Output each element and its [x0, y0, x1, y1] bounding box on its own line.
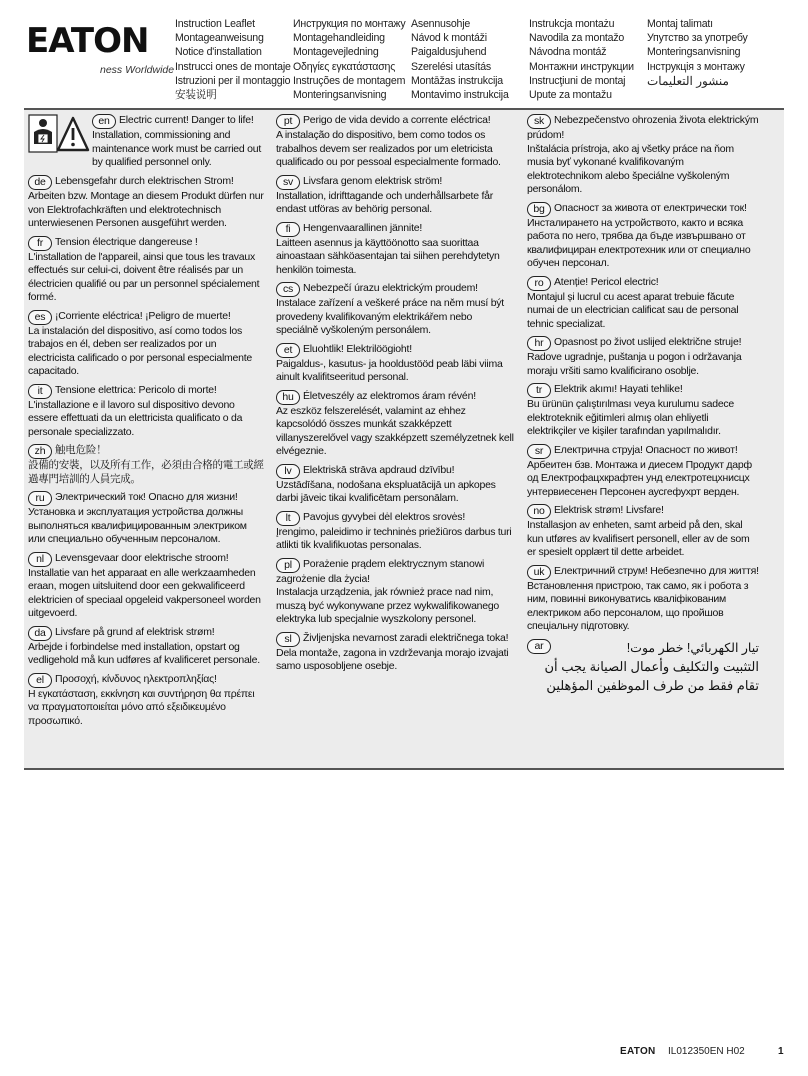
safety-notice-nl: [28, 552, 264, 621]
language-code-badge: sv: [276, 175, 300, 190]
title-line: Upute za montažu: [529, 88, 612, 101]
language-code-badge: uk: [527, 565, 551, 580]
safety-notice-el: [28, 673, 264, 729]
language-code-badge: sl: [276, 632, 300, 647]
notice-heading: [28, 310, 264, 325]
language-code-badge: hu: [276, 390, 300, 405]
notice-heading: [527, 114, 759, 143]
title-column-2: [293, 17, 406, 102]
title-line: Návodna montáž: [529, 46, 607, 59]
notice-heading-text: Електричний струм! Небезпечно для життя!: [554, 564, 759, 577]
language-code-badge: el: [28, 673, 52, 688]
notice-body-text: 設備的安裝，以及所有工作，必須由合格的電工或經過專門培訓的人員完成。: [28, 459, 264, 485]
notice-body-text: Montajul și lucrul cu acest aparat trebuie făcute numai de un electrician calificat sau de personal tehnic specializat.: [527, 290, 739, 330]
title-line: Monteringsanvisning: [647, 46, 741, 59]
title-line: Montaj talimatı: [647, 18, 713, 30]
notice-heading: [527, 565, 759, 580]
notice-heading: [527, 336, 759, 351]
notice-body-text: La instalación del dispositivo, así como todos los trabajos en él, deben ser realizados por un electricista calificado o por personal especialmente capacitado.: [28, 324, 252, 377]
notice-heading: [276, 114, 516, 129]
language-code-badge: de: [28, 175, 52, 190]
language-code-badge: fi: [276, 222, 300, 237]
safety-notice-cs: [276, 282, 516, 338]
safety-notice-hr: [527, 336, 759, 378]
warning-icons-svg: [28, 114, 90, 154]
brand-tagline: ness Worldwide: [100, 64, 175, 76]
notice-heading-text: Livsfara genom elektrisk ström!: [303, 174, 443, 187]
title-line: Návod k montáži: [411, 32, 487, 45]
notice-heading: [276, 282, 516, 297]
notice-body-text: Instalace zařízení a veškeré práce na něm musí být provedeny kvalifikovaným elektrikářem nebo speciálně vyškoleným personálem.: [276, 297, 504, 336]
notice-body-text: Arbejde i forbindelse med installation, opstart og vedligehold må kun udføres af kvalificeret personale.: [28, 640, 260, 666]
notice-heading: [92, 114, 264, 129]
safety-notice-pt: [276, 114, 516, 170]
safety-notice-ar: [527, 639, 759, 695]
notice-body-text: A instalação do dispositivo, bem como todos os trabalhos devem ser realizados por um eletricista qualificado ou por pessoal especialmente formado.: [276, 129, 501, 168]
notice-body-text: Az eszköz felszerelését, valamint az ehhez kapcsolódó összes munkát szakképzett villanyszerelővel vagy szakképzett személyzetnek kell elvégeznie.: [276, 404, 514, 457]
language-code-badge: sk: [527, 114, 551, 129]
notice-heading-text: Življenjska nevarnost zaradi električnega toka!: [303, 631, 509, 644]
language-code-badge: da: [28, 626, 52, 641]
notice-heading: [276, 343, 516, 358]
notice-heading-text: Életveszély az elektromos áram révén!: [303, 389, 476, 402]
notice-body-text: التثبيت والتكليف وأعمال الصيانة يجب أن تقام فقط من طرف الموظفين المؤهلين: [544, 658, 759, 693]
notice-body-text: Встановлення пристрою, так само, як і робота з ним, повинні виконуватись кваліфікованим електриком або персоналом, що пройшов спеціальну підготовку.: [527, 579, 749, 632]
notice-heading: [276, 558, 516, 587]
safety-notice-pl: [276, 558, 516, 627]
safety-notice-ru: [28, 491, 264, 547]
safety-notice-hu: [276, 390, 516, 459]
safety-notice-fr: [28, 236, 264, 305]
title-line: Navodila za montažo: [529, 32, 625, 45]
language-code-badge: ru: [28, 491, 52, 506]
language-column-3: [527, 114, 759, 700]
safety-notice-zh: [28, 444, 264, 486]
language-code-badge: zh: [28, 444, 52, 459]
notice-heading: [527, 202, 759, 217]
notice-heading: [28, 491, 264, 506]
notice-body-text: Установка и эксплуатация устройства должны выполняться квалифицированным электриком или специально обученным персоналом.: [28, 506, 247, 545]
notice-heading-text: Eluohtlik! Elektrilöögioht!: [303, 342, 412, 355]
title-line: Инструкция по монтажу: [293, 18, 406, 30]
notice-heading-text: Elektrisk strøm! Livsfare!: [554, 504, 664, 516]
safety-notice-it: [28, 384, 264, 440]
language-code-badge: cs: [276, 282, 300, 297]
notice-heading: [276, 222, 516, 237]
notice-body-text: Η εγκατάσταση, εκκίνηση και συντήρηση θα πρέπει να πραγματοποιείται μόνο από εξειδικευμένο προσωπικό.: [28, 687, 255, 727]
safety-notice-en: [28, 114, 264, 170]
notice-body-text: Laitteen asennus ja käyttöönotto saa suorittaa ainoastaan sähköasentajan tai siihen perehdytetyn henkilön toimesta.: [276, 236, 500, 276]
safety-notice-sr: [527, 444, 759, 500]
safety-notice-ro: [527, 276, 759, 332]
language-code-badge: bg: [527, 202, 551, 217]
notice-heading-text: Elektriskā strāva apdraud dzīvību!: [303, 463, 455, 476]
notice-body-text: L'installazione e il lavoro sul dispositivo devono essere effettuati da un elettricista qualificato o da personale specializzato.: [28, 398, 243, 438]
notice-heading: [276, 175, 516, 190]
notice-heading-text: Lebensgefahr durch elektrischen Strom!: [55, 175, 234, 187]
notice-heading-text: Perigo de vida devido a corrente eléctrica!: [303, 114, 491, 126]
title-line-arabic: منشور التعليمات: [647, 73, 729, 88]
language-code-badge: es: [28, 310, 52, 325]
notice-body-text: Uzstādīšana, nodošana ekspluatācijā un apkopes darbi jāveic tikai kvalificētam personālam.: [276, 478, 496, 504]
notice-body-text: Arbeiten bzw. Montage an diesem Produkt dürfen nur von Elektrofachkräften und elektrotechnisch unterwiesenen Personen ausgeführt werden.: [28, 190, 264, 229]
title-line: Οδηγίες εγκατάστασης: [293, 60, 396, 73]
notice-body-text: Installation, idrifttagande och underhållsarbete får endast utföras av behörig personal.: [276, 189, 493, 215]
document-id: IL012350EN H02: [668, 1046, 745, 1057]
language-code-badge: sr: [527, 444, 551, 459]
notice-body-text: Bu ürünün çalıştırılması veya kurulumu sadece elektroteknik eğitimleri almış olan ehliyetli elektrikçiler ve kişiler tarafından yapılmalıdır.: [527, 398, 735, 437]
notice-heading: [527, 276, 759, 291]
notice-heading-text: Hengenvaarallinen jännite!: [303, 221, 423, 234]
title-line: 安装说明: [175, 88, 217, 101]
title-line: Montagehandleiding: [293, 32, 385, 45]
notice-heading: [28, 384, 264, 399]
title-line: Montageanweisung: [175, 32, 264, 45]
language-code-badge: hr: [527, 336, 551, 351]
safety-notice-et: [276, 343, 516, 385]
notice-body-text: Instalacja urządzenia, jak również prace nad nim, muszą być wykonywane przez wykwalifikowanego elektryka lub specjalnie wyszkolony personel.: [276, 586, 500, 625]
notice-heading-text: Porażenie prądem elektrycznym stanowi zagrożenie dla życia!: [276, 557, 485, 585]
notice-heading: [28, 552, 264, 567]
safety-notice-fi: [276, 222, 516, 278]
brand-wordmark: EATON: [26, 21, 149, 61]
language-column-1: [28, 114, 264, 733]
notice-heading: [527, 504, 759, 519]
page-number: 1: [778, 1046, 784, 1057]
notice-heading-text: Опасност за живота от електрически ток!: [554, 201, 747, 214]
safety-notice-sl: [276, 632, 516, 674]
title-column-5: [647, 17, 748, 88]
title-line: Instrukcja montażu: [529, 18, 615, 30]
title-column-1: [175, 17, 291, 102]
title-column-3: [411, 17, 509, 102]
language-code-badge: en: [92, 114, 116, 129]
language-code-badge: pt: [276, 114, 300, 129]
safety-notice-bg: [527, 202, 759, 271]
title-line: Instrucţiuni de montaj: [529, 74, 626, 87]
notice-body-text: Inštalácia prístroja, ako aj všetky práce na ňom musia byť vykonané kvalifikovaným elektrotechnikom alebo špeciálne vyškoleným personálom.: [527, 142, 734, 195]
title-line: Instrucci ones de montaje: [175, 60, 291, 73]
notice-heading: [28, 175, 264, 190]
notice-body-text: Инсталирането на устройството, както и всяка работа по него, трябва да бъде извършвано от квалифициран електротехник или от специално обучен персонал.: [527, 216, 751, 269]
notice-heading-text: Nebezpečenstvo ohrozenia života elektrickým prúdom!: [527, 114, 759, 141]
notice-heading-text: Προσοχή, κίνδυνος ηλεκτροπληξίας!: [55, 672, 217, 685]
notice-heading: [28, 673, 264, 688]
notice-heading: [28, 444, 264, 459]
title-line: Asennusohje: [411, 18, 471, 30]
language-code-badge: lv: [276, 464, 300, 479]
title-line: Montāžas instrukcija: [411, 74, 503, 87]
language-code-badge: fr: [28, 236, 52, 251]
title-line: Montavimo instrukcija: [411, 88, 509, 101]
safety-notice-lv: [276, 464, 516, 506]
safety-notice-de: [28, 175, 264, 231]
title-line: Paigaldusjuhend: [411, 46, 487, 59]
notice-heading: [276, 632, 516, 647]
notice-heading-text: Electric current! Danger to life!: [119, 114, 254, 126]
language-column-2: [276, 114, 516, 679]
safety-notice-sk: [527, 114, 759, 197]
notice-heading-text: Levensgevaar door elektrische stroom!: [55, 551, 229, 564]
safety-notice-uk: [527, 565, 759, 634]
notice-body-text: Installation, commissioning and maintenance work must be carried out by qualified personnel only.: [92, 129, 262, 168]
notice-heading-text: Livsfare på grund af elektrisk strøm!: [55, 625, 215, 638]
notice-body-text: Paigaldus-, kasutus- ja hooldustööd peab läbi viima ainult kvalifitseeritud personal.: [276, 357, 503, 383]
safety-notice-da: [28, 626, 264, 668]
notice-heading-text: ¡Corriente eléctrica! ¡Peligro de muerte!: [55, 309, 231, 322]
language-code-badge: it: [28, 384, 52, 399]
title-line: Montagevejledning: [293, 46, 379, 59]
notice-heading-text: 触电危险！: [55, 444, 107, 456]
notice-body-text: L'installation de l'appareil, ainsi que tous les travaux effectués sur celui-ci, doivent être réalisés par un électricien qualifié ou par un personnel spécialement formé.: [28, 250, 260, 303]
notice-heading-text: Tension électrique dangereuse !: [55, 235, 198, 248]
notice-heading-text: Opasnost po život uslijed električne struje!: [554, 336, 742, 348]
notice-heading-text: Atenție! Pericol electric!: [554, 275, 659, 288]
title-line: Notice d'installation: [175, 46, 262, 59]
safety-notice-tr: [527, 383, 759, 439]
bottom-rule: [24, 768, 784, 770]
notice-heading: [527, 383, 759, 398]
notice-body-text: Radove ugradnje, puštanja u pogon i održavanja moraju vršiti samo kvalificirano osoblje.: [527, 351, 742, 377]
notice-body-text: Įrengimo, paleidimo ir techninės priežiūros darbus turi atlikti tik kvalifikuotas personalas.: [276, 525, 512, 551]
title-line: Інструкція з монтажу: [647, 60, 745, 73]
title-column-4: [529, 17, 634, 102]
language-code-badge: ar: [527, 639, 551, 654]
title-line: Упутство за употребу: [647, 32, 748, 45]
language-code-badge: nl: [28, 552, 52, 567]
notice-heading-text: Pavojus gyvybei dėl elektros srovės!: [303, 510, 466, 523]
notice-heading: [276, 464, 516, 479]
notice-body-text: Installatie van het apparaat en alle werkzaamheden eraan, mogen uitsluitend door een gekwalificeerd elektricien of speciaal opgeleid vakpersoneel worden uitgevoerd.: [28, 566, 261, 619]
notice-heading: [276, 511, 516, 526]
title-line: Instruções de montagem: [293, 74, 406, 87]
language-code-badge: et: [276, 343, 300, 358]
eaton-logo: [26, 21, 149, 61]
notice-body-text: Dela montaže, zagona in vzdrževanja morajo izvajati samo usposobljene osebje.: [276, 646, 509, 672]
language-code-badge: no: [527, 504, 551, 519]
notice-heading-text: Elektrik akımı! Hayati tehlike!: [554, 383, 683, 395]
notice-heading-text: Tensione elettrica: Pericolo di morte!: [55, 383, 217, 396]
notice-heading: [28, 236, 264, 251]
notice-heading: [527, 639, 759, 657]
notice-heading-text: Електрична струја! Опасност по живот!: [554, 443, 738, 456]
footer-brand: EATON: [620, 1046, 656, 1057]
notice-heading-text: تيار الكهربائي! خطر موت!: [626, 640, 759, 655]
language-code-badge: pl: [276, 558, 300, 573]
title-line: Szerelési utasítás: [411, 60, 492, 73]
safety-notice-no: [527, 504, 759, 560]
safety-notice-sv: [276, 175, 516, 217]
notice-heading-text: Электрический ток! Опасно для жизни!: [55, 491, 238, 503]
title-line: Monteringsanvisning: [293, 88, 387, 101]
language-code-badge: lt: [276, 511, 300, 526]
title-line: Instruction Leaflet: [175, 18, 255, 30]
language-code-badge: tr: [527, 383, 551, 398]
notice-heading: [276, 390, 516, 405]
language-code-badge: ro: [527, 276, 551, 291]
title-line: Монтажни инструкции: [529, 60, 634, 73]
safety-notice-es: [28, 310, 264, 379]
safety-notice-lt: [276, 511, 516, 553]
notice-heading-text: Nebezpečí úrazu elektrickým proudem!: [303, 282, 478, 294]
electrical-hazard-icon: [28, 114, 90, 154]
notice-body-text: Installasjon av enheten, samt arbeid på den, skal kun utføres av kvalifisert personell, eller av de som er spesielt opplært til dette arbeidet.: [527, 519, 750, 558]
notice-heading: [527, 444, 759, 459]
notice-heading: [28, 626, 264, 641]
notice-body-text: Арбеитен бзв. Монтажа и диесем Продукт дарф од Електрофацхкрафтен унд електротецхнисцх унтервиесенен Персонен аусгефухрт верден.: [527, 458, 752, 498]
title-line: Istruzioni per il montaggio: [175, 74, 291, 87]
